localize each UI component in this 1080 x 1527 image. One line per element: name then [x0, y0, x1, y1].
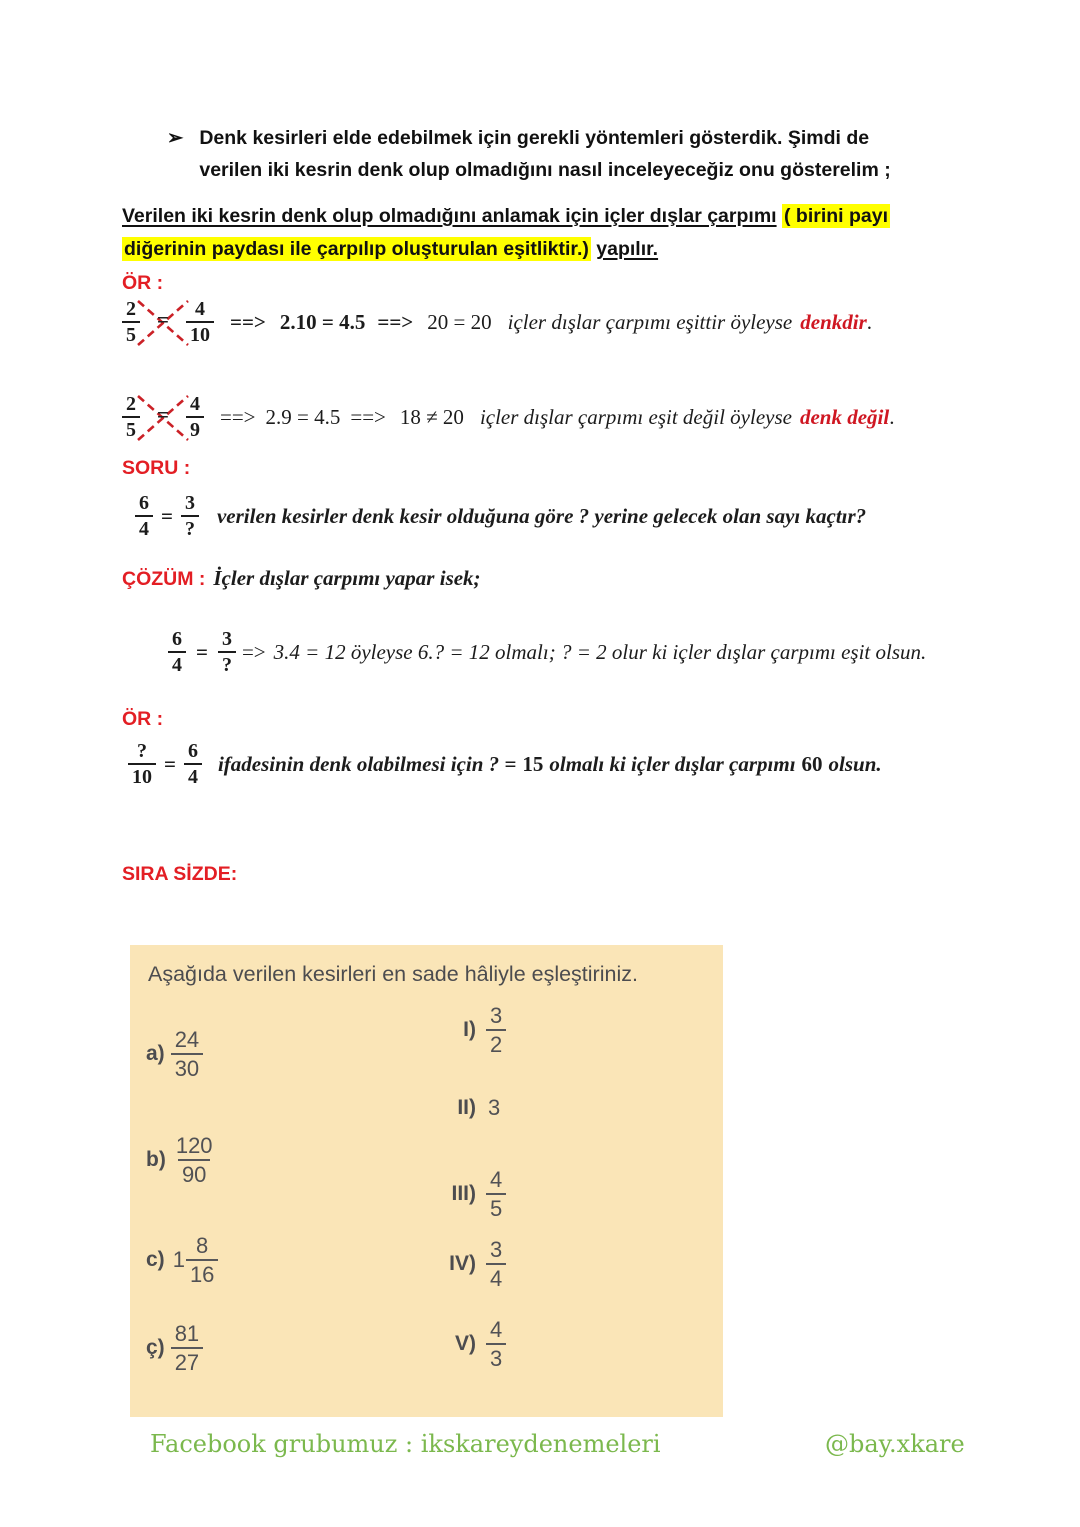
denominator: 4	[486, 1263, 506, 1291]
numerator: 2	[126, 392, 136, 415]
cross-product-equation: 2.9 = 4.5	[265, 404, 341, 429]
option-label: II)	[457, 1096, 476, 1119]
fraction	[486, 1167, 506, 1222]
item-label: b)	[146, 1148, 166, 1172]
numerator: 3	[490, 1237, 503, 1262]
denominator: 10	[128, 763, 156, 788]
denominator: 90	[178, 1159, 210, 1187]
item-label: ç)	[146, 1336, 165, 1360]
answer-value: 15	[522, 751, 544, 776]
numerator: 6	[172, 628, 182, 650]
cross-multiply-icon	[140, 293, 186, 351]
numerator: 3	[490, 1003, 503, 1028]
denominator: 4	[168, 651, 186, 676]
denominator: 3	[486, 1343, 506, 1371]
verdict-text: denk değil	[799, 404, 890, 429]
denominator: 27	[171, 1347, 203, 1375]
statement-text: ifadesinin denk olabilmesi için ? =	[217, 751, 517, 776]
statement-text: olsun.	[828, 751, 882, 776]
example1-row	[122, 293, 872, 351]
fraction	[171, 1027, 203, 1082]
option-IV	[430, 1237, 506, 1292]
fraction	[486, 1317, 506, 1372]
option-II	[430, 1095, 500, 1121]
fraction	[218, 628, 236, 677]
cozum-text: İçler dışlar çarpımı yapar isek;	[213, 566, 481, 590]
verdict-text: denkdir	[800, 309, 867, 334]
rule-underlined-1: Verilen iki kesrin denk olup olmadığını anlamak için içler dışlar çarpımı	[122, 205, 777, 227]
fraction	[171, 1321, 203, 1376]
numerator: 8	[196, 1233, 209, 1258]
fraction	[135, 492, 153, 541]
solution-text: 3.4 = 12 öyleyse 6.? = 12 olmalı; ? = 2 olur ki içler dışlar çarpımı eşit olsun.	[273, 639, 927, 664]
numerator: 4	[195, 297, 205, 320]
numerator: 2	[126, 297, 136, 320]
item-label: a)	[146, 1042, 165, 1066]
example2-row	[122, 388, 894, 446]
footer-facebook-group: Facebook grubumuz : ikskareydenemeleri	[150, 1430, 661, 1458]
cozum-label: ÇÖZÜM :	[122, 568, 206, 590]
cross-multiply-icon	[140, 388, 186, 446]
denominator: 10	[186, 321, 214, 346]
cross-product-equation: 2.10 = 4.5	[279, 309, 366, 334]
numerator: 4	[490, 1317, 503, 1342]
exercise-item-b	[146, 1133, 217, 1188]
denominator: 4	[184, 763, 202, 788]
implies-arrow: ==>	[230, 309, 266, 334]
equals-sign: =	[196, 639, 208, 664]
rule-underlined-2: yapılır.	[596, 238, 659, 260]
footer-handle: @bay.xkare	[825, 1430, 965, 1458]
fraction	[486, 1237, 506, 1292]
arrow-bullet-icon: ➢	[167, 127, 184, 149]
denominator: 9	[186, 416, 204, 441]
option-label: III)	[451, 1182, 476, 1206]
option-I	[430, 1003, 506, 1058]
matching-exercise-box	[130, 945, 723, 1417]
example3-row	[128, 740, 882, 789]
fraction	[128, 740, 156, 789]
numerator: 6	[139, 492, 149, 514]
intro-line2: verilen iki kesrin denk olup olmadığını nasıl inceleyeceğiz onu gösterelim ;	[199, 159, 891, 181]
whole-number: 1	[172, 1247, 185, 1273]
option-label: V)	[455, 1332, 476, 1356]
option-value: 3	[488, 1095, 501, 1120]
numerator: 4	[490, 1167, 503, 1192]
numerator: 120	[175, 1133, 213, 1158]
denominator: ?	[218, 651, 236, 676]
fraction	[172, 1133, 217, 1188]
option-V	[430, 1317, 506, 1372]
product-value: 60	[801, 751, 823, 776]
period: .	[889, 404, 895, 429]
result-equation: 18 ≠ 20	[399, 404, 464, 429]
numerator: 3	[184, 492, 195, 514]
option-label: I)	[463, 1018, 476, 1042]
exercise-item-cc	[146, 1321, 203, 1376]
intro-paragraph	[167, 122, 927, 186]
fraction	[168, 628, 186, 677]
cozum-row	[122, 563, 481, 595]
numerator: 3	[221, 628, 232, 650]
equals-sign: =	[164, 751, 176, 776]
sira-sizde-label: SIRA SİZDE:	[122, 863, 238, 885]
equals-sign: =	[157, 402, 169, 427]
explanation-text: içler dışlar çarpımı eşittir öyleyse	[507, 309, 793, 334]
rule-highlight-2: diğerinin paydası ile çarpılıp oluşturulan eşitliktir.)	[124, 238, 589, 260]
exercise-item-c	[146, 1233, 218, 1288]
equals-sign: =	[157, 307, 169, 332]
soru-label: SORU :	[122, 457, 191, 479]
denominator: 5	[122, 416, 140, 441]
implies-arrow: ==>	[220, 404, 256, 429]
rule-highlight-1: ( birini payı	[784, 205, 889, 227]
denominator: 5	[486, 1193, 506, 1221]
solution-row	[168, 628, 926, 677]
option-label: IV)	[449, 1252, 476, 1276]
numerator: 81	[174, 1321, 200, 1346]
fraction	[186, 1233, 218, 1288]
or-label-1: ÖR :	[122, 272, 164, 294]
numerator: 6	[187, 740, 198, 762]
explanation-text: içler dışlar çarpımı eşit değil öyleyse	[479, 404, 792, 429]
rule-paragraph	[122, 200, 962, 266]
denominator: 16	[186, 1259, 218, 1287]
denominator: 4	[135, 515, 153, 540]
numerator: 4	[190, 392, 200, 415]
denominator: 2	[486, 1029, 506, 1057]
numerator: ?	[137, 740, 147, 762]
implies-arrow: =>	[241, 639, 266, 664]
denominator: 5	[122, 321, 140, 346]
intro-text	[199, 122, 890, 186]
denominator: ?	[181, 515, 199, 540]
statement-text: olmalı ki içler dışlar çarpımı	[549, 751, 796, 776]
option-III	[430, 1167, 506, 1222]
result-equation: 20 = 20	[427, 309, 492, 334]
or-label-2: ÖR :	[122, 708, 164, 730]
soru-row	[135, 492, 866, 541]
intro-line1: Denk kesirleri elde edebilmek için gerekli yöntemleri gösterdik. Şimdi de	[199, 127, 870, 149]
question-text: verilen kesirler denk kesir olduğuna göre ? yerine gelecek olan sayı kaçtır?	[216, 503, 867, 528]
implies-arrow: ==>	[377, 309, 414, 334]
fraction	[181, 492, 199, 541]
item-label: c)	[146, 1248, 165, 1272]
fraction	[184, 740, 202, 789]
implies-arrow: ==>	[350, 404, 386, 429]
equals-sign: =	[161, 503, 173, 528]
exercise-title: Aşağıda verilen kesirleri en sade hâliyle eşleştiriniz.	[148, 962, 638, 986]
fraction	[486, 1003, 506, 1058]
denominator: 30	[171, 1053, 203, 1081]
period: .	[866, 309, 873, 334]
exercise-item-a	[146, 1027, 203, 1082]
numerator: 24	[174, 1027, 200, 1052]
